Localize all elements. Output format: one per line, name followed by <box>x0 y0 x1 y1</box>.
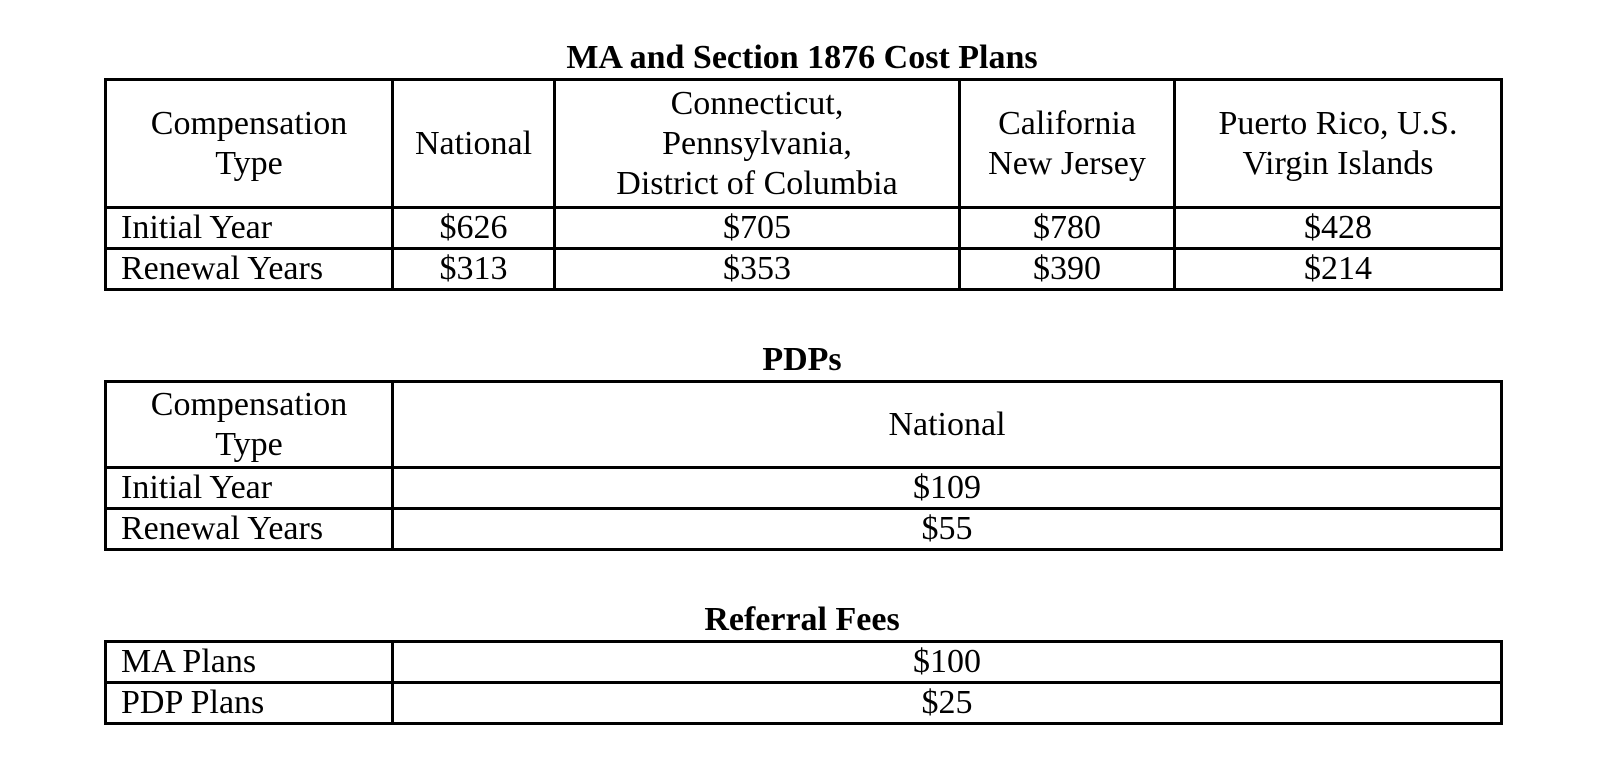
referral-fees-section <box>104 600 1500 740</box>
table-row <box>106 642 1502 683</box>
row-label: Initial Year <box>106 468 393 509</box>
cell-value: $214 <box>1175 249 1502 290</box>
header-ca-nj: California New Jersey <box>960 80 1175 208</box>
table-row <box>106 468 1502 509</box>
cell-value: $313 <box>393 249 555 290</box>
header-ct-pa-dc: Connecticut, Pennsylvania, District of Columbia <box>555 80 960 208</box>
pdps-table <box>104 380 1503 551</box>
ma-cost-plans-section <box>104 38 1500 300</box>
table-row <box>106 249 1502 290</box>
table-row <box>106 509 1502 550</box>
header-national: National <box>393 382 1502 468</box>
header-compensation-type: Compensation Type <box>106 80 393 208</box>
header-pr-vi: Puerto Rico, U.S. Virgin Islands <box>1175 80 1502 208</box>
table-row <box>106 208 1502 249</box>
ma-cost-plans-table <box>104 78 1503 291</box>
table-header-row <box>106 80 1502 208</box>
table-header-row <box>106 382 1502 468</box>
pdps-title: PDPs <box>762 341 842 378</box>
header-compensation-type: Compensation Type <box>106 382 393 468</box>
cell-value: $109 <box>393 468 1502 509</box>
pdps-section <box>104 340 1500 560</box>
referral-fees-table <box>104 640 1503 725</box>
cell-value: $626 <box>393 208 555 249</box>
cell-value: $353 <box>555 249 960 290</box>
cell-value: $705 <box>555 208 960 249</box>
row-label: Renewal Years <box>106 509 393 550</box>
cell-value: $100 <box>393 642 1502 683</box>
cell-value: $780 <box>960 208 1175 249</box>
cell-value: $55 <box>393 509 1502 550</box>
cell-value: $25 <box>393 683 1502 724</box>
table-row <box>106 683 1502 724</box>
cell-value: $390 <box>960 249 1175 290</box>
row-label: PDP Plans <box>106 683 393 724</box>
cell-value: $428 <box>1175 208 1502 249</box>
row-label: Initial Year <box>106 208 393 249</box>
referral-fees-title: Referral Fees <box>704 601 900 638</box>
row-label: MA Plans <box>106 642 393 683</box>
header-national: National <box>393 80 555 208</box>
row-label: Renewal Years <box>106 249 393 290</box>
ma-cost-plans-title: MA and Section 1876 Cost Plans <box>566 39 1038 76</box>
